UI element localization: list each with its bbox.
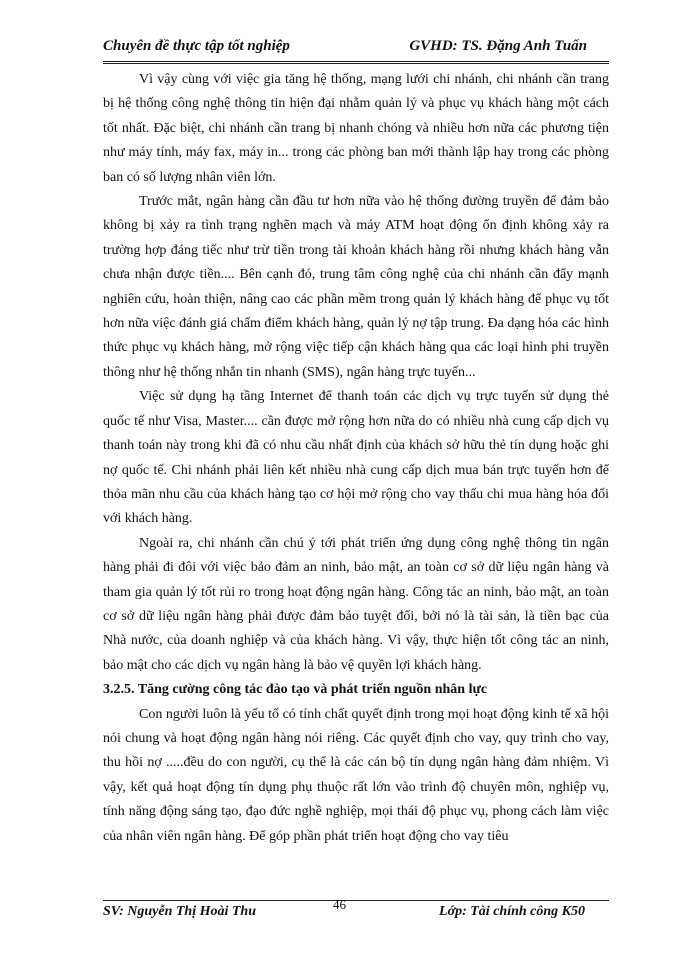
paragraph-1: Vì vậy cùng với việc gia tăng hệ thống, mạng lưới chi nhánh, chi nhánh cần trang bị hệ thống công nghệ thông tin hiện đại nhằm quản lý và phục vụ khách hàng một cách tốt nhất. Đặc biệt, chi nhánh cần trang bị nhanh chóng và nhiều hơn nữa các phương tiện như máy tính, máy fax, máy in... trong các phòng ban mới thành lập hay trong các phòng ban có số lượng nhân viên lớn.	[103, 72, 609, 185]
page-number: 46	[333, 897, 346, 912]
paragraph-2: Trước mắt, ngân hàng cần đầu tư hơn nữa vào hệ thống đường truyền để đảm bảo không bị xảy ra tình trạng nghẽn mạch và máy ATM hoạt động ổn định không xảy ra trường hợp đáng tiếc như trừ tiền trong tài khoản khách hàng rồi nhưng khách hàng vẫn chưa nhận được tiền.... Bên cạnh đó, trung tâm công nghệ của chi nhánh cần đẩy mạnh nghiên cứu, hoàn thiện, nâng cao các phần mềm trong quản lý khách hàng để phục vụ tốt hơn nữa việc đánh giá chấm điểm khách hàng, quản lý nợ tập trung. Đa dạng hóa các hình thức phục vụ khách hàng, mở rộng việc tiếp cận khách hàng qua các loại hình phi truyền thông như hệ thống nhắn tin nhanh (SMS), ngân hàng trực tuyến...	[103, 194, 609, 380]
page-header	[103, 28, 609, 64]
header-document-title: Chuyên đề thực tập tốt nghiệp	[103, 38, 290, 54]
paragraph-3: Việc sử dụng hạ tầng Internet để thanh toán các dịch vụ trực tuyến sử dụng thẻ quốc tế như Visa, Master.... cần được mở rộng hơn nữa do có nhiều nhà cung cấp dịch vụ thanh toán này trong khi đã có nhu cầu nhất định của khách sở hữu thẻ tín dụng hoặc ghi nợ quốc tế. Chi nhánh phải liên kết nhiều nhà cung cấp dịch mua bán trực tuyến hơn để thỏa mãn nhu cầu của khách hàng tạo cơ hội mở rộng cho vay thấu chi mua hàng hóa đối với khách hàng.	[103, 389, 609, 527]
header-supervisor: GVHD: TS. Đặng Anh Tuấn	[409, 38, 587, 54]
section-heading: 3.2.5. Tăng cường công tác đào tạo và phát triển nguồn nhân lực	[103, 682, 488, 698]
section-paragraph: Con người luôn là yếu tố có tính chất quyết định trong mọi hoạt động kinh tế xã hội nói chung và hoạt động ngân hàng nói riêng. Các quyết định cho vay, quy trình cho vay, thu hồi nợ .....đều do con người, cụ thể là các cán bộ tín dụng ngân hàng đảm nhiệm. Vì vậy, kết quả hoạt động tín dụng phụ thuộc rất lớn vào trình độ chuyên môn, nghiệp vụ, tính năng động sáng tạo, đạo đức nghề nghiệp, mọi thái độ phục vụ, phong cách làm việc của nhân viên ngân hàng. Để góp phần phát triển hoạt động cho vay tiêu	[103, 706, 609, 844]
paragraph-4: Ngoài ra, chi nhánh cần chú ý tới phát triển ứng dụng công nghệ thông tin ngân hàng phải đi đôi với việc bảo đảm an ninh, bảo mật, an toàn cơ sở dữ liệu ngân hàng và tham gia quản lý tốt rủi ro trong hoạt động ngân hàng. Công tác an ninh, bảo mật, an toàn cơ sở dữ liệu ngân hàng phải được đảm bảo tuyệt đối, bởi nó là tài sản, là tiền bạc của Nhà nước, của doanh nghiệp và của khách hàng. Vì vậy, thực hiện tốt công tác an ninh, bảo mật cho các dịch vụ ngân hàng là bảo vệ quyền lợi khách hàng.	[103, 535, 609, 673]
footer-student: SV: Nguyễn Thị Hoài Thu	[103, 904, 256, 919]
footer-class: Lớp: Tài chính công K50	[439, 904, 585, 919]
page-footer	[103, 897, 609, 923]
document-body	[103, 68, 609, 849]
